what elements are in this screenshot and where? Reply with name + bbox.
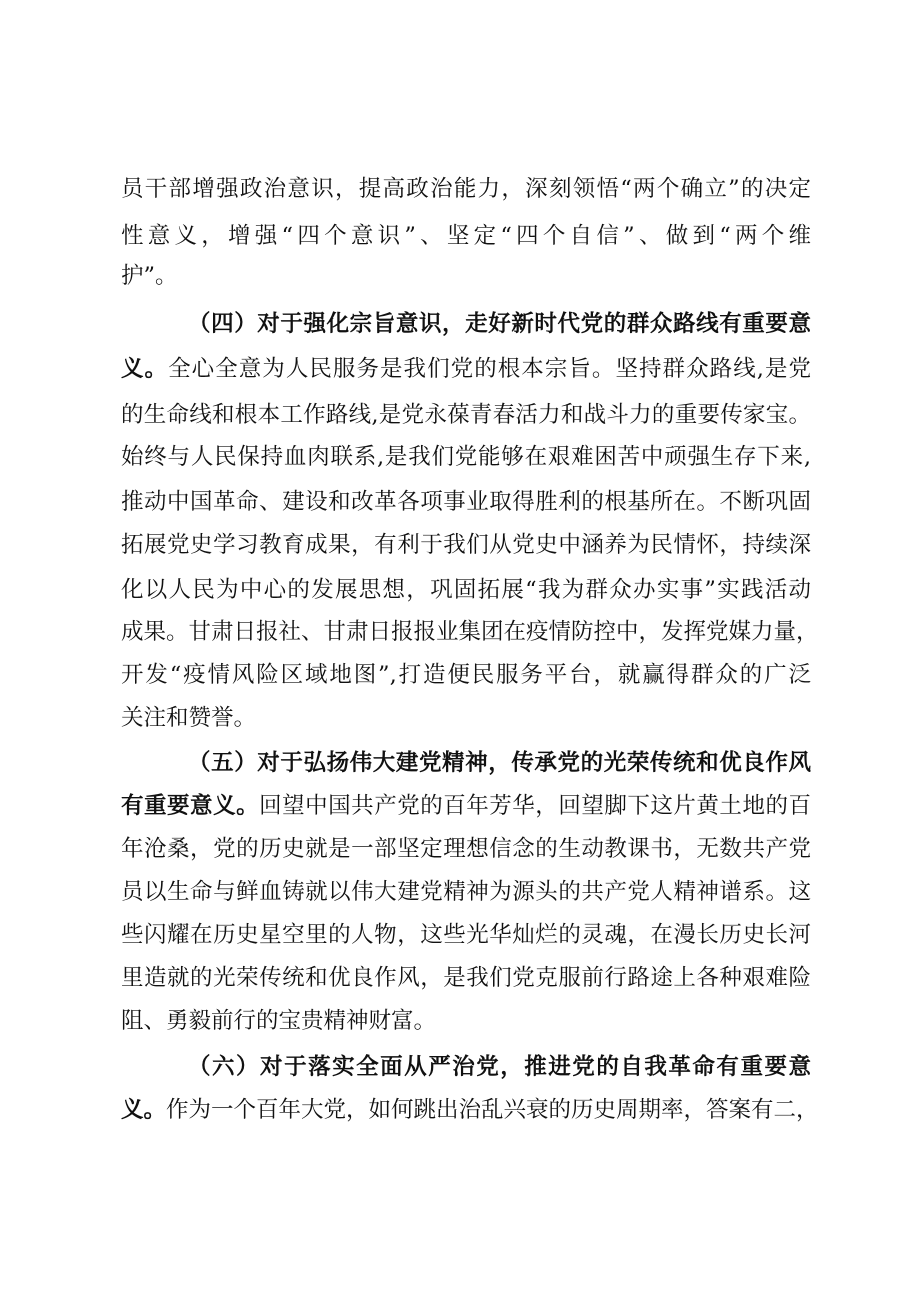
heading-text: 义。 (121, 1097, 167, 1123)
text-line (121, 352, 811, 386)
line-text: 拓展党史学习教育成果，有利于我们从党史中涵养为民情怀，持续深 (121, 532, 811, 558)
heading-text: （五）对于弘扬伟大建党精神，传承党的光荣传统和优良作风 (188, 750, 811, 776)
text-line (121, 485, 811, 519)
section-heading-6 (188, 1050, 811, 1084)
text-line (121, 1093, 819, 1127)
line-text: 作为一个百年大党，如何跳出治乱兴衰的历史周期率，答案有二， (166, 1097, 819, 1123)
text-line (121, 1004, 811, 1038)
text-line (121, 172, 811, 206)
text-line (121, 528, 811, 562)
text-line (121, 440, 811, 474)
text-line (121, 615, 819, 649)
heading-text: 义。 (121, 356, 169, 382)
text-line (121, 832, 811, 866)
line-text: 里造就的光荣传统和优良作风，是我们党克服前行路途上各种艰难险 (121, 965, 811, 991)
line-text: 员以生命与鲜血铸就以伟大建党精神为源头的共产党人精神谱系。这 (121, 879, 811, 905)
text-line (121, 259, 811, 293)
line-text: 的生命线和根本工作路线,是党永葆青春活力和战斗力的重要传家宝。 (121, 402, 811, 428)
heading-text: （四）对于强化宗旨意识，走好新时代党的群众路线有重要意 (188, 311, 811, 337)
line-text: 些闪耀在历史星空里的人物，这些光华灿烂的灵魂，在漫长历史长河 (121, 922, 811, 948)
text-line (121, 658, 811, 692)
section-heading-5 (188, 746, 811, 780)
line-text: 开发“疫情风险区域地图”,打造便民服务平台，就赢得群众的广泛 (121, 662, 811, 688)
text-line (121, 789, 811, 823)
line-text: 年沧桑，党的历史就是一部坚定理想信念的生动教课书，无数共产党 (121, 836, 811, 862)
heading-text: 有重要意义。 (121, 793, 260, 819)
line-text: 化以人民为中心的发展思想，巩固拓展“我为群众办实事”实践活动 (121, 577, 811, 603)
text-line (121, 918, 811, 952)
line-text: 性意义，增强“四个意识”、坚定“四个自信”、做到“两个维 (121, 223, 811, 249)
line-text: 关注和赞誉。 (121, 705, 257, 731)
line-text: 阻、勇毅前行的宝贵精神财富。 (121, 1008, 437, 1034)
line-text: 始终与人民保持血肉联系,是我们党能够在艰难困苦中顽强生存下来, (121, 444, 811, 470)
line-text: 回望中国共产党的百年芳华，回望脚下这片黄土地的百 (259, 793, 811, 819)
line-text: 护”。 (121, 263, 178, 289)
text-line (121, 701, 811, 735)
text-line (121, 573, 811, 607)
text-line (121, 875, 811, 909)
section-heading-4 (188, 307, 811, 341)
line-text: 员干部增强政治意识，提高政治能力，深刻领悟“两个确立”的决定 (121, 176, 811, 202)
heading-text: （六）对于落实全面从严治党，推进党的自我革命有重要意 (188, 1054, 811, 1080)
text-line (121, 219, 811, 253)
line-text: 全心全意为人民服务是我们党的根本宗旨。坚持群众路线,是党 (168, 356, 811, 382)
line-text: 推动中国革命、建设和改革各项事业取得胜利的根基所在。不断巩固 (121, 489, 811, 515)
text-line (121, 398, 811, 432)
line-text: 成果。甘肃日报社、甘肃日报报业集团在疫情防控中，发挥党媒力量， (121, 619, 819, 645)
text-line (121, 961, 811, 995)
